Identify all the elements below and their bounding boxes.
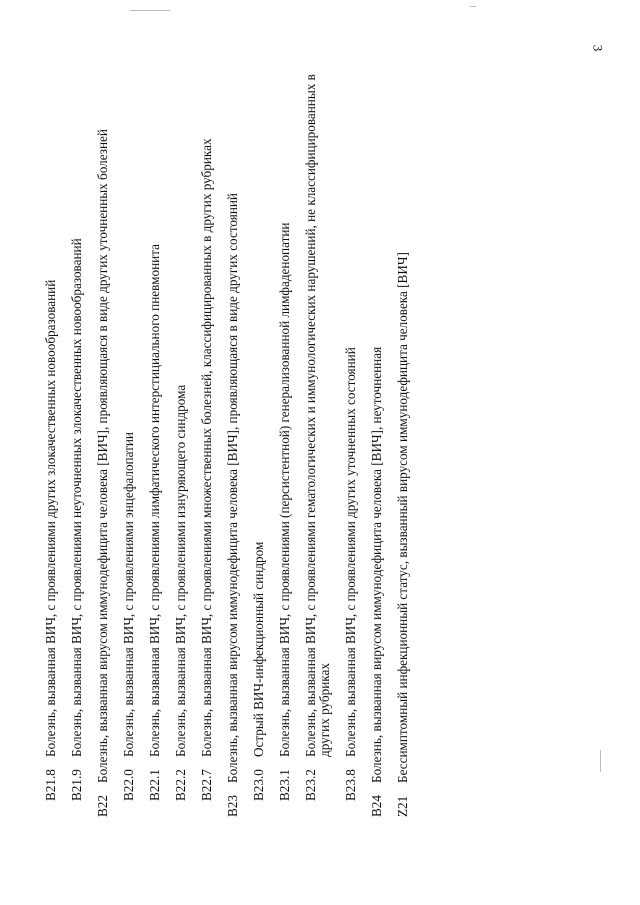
- page-number: 3: [590, 44, 606, 52]
- list-item: [38, 57, 64, 817]
- entry-text: Болезнь, вызванная вирусом иммунодефицита человека [ВИЧ], проявляющаяся в виде других состояний: [225, 193, 240, 783]
- entry-text: Болезнь, вызванная вирусом иммунодефицита человека [ВИЧ], неуточненная: [369, 346, 384, 783]
- entry-text: Болезнь, вызванная ВИЧ, с проявлениями других злокачественных новообразований: [43, 279, 58, 757]
- entry-code: B21.8: [43, 769, 58, 801]
- list-item: [246, 57, 272, 817]
- entry-text: Болезнь, вызванная ВИЧ, с проявлениями изнуряющего синдрома: [173, 384, 188, 757]
- list-item: [142, 57, 168, 817]
- list-item: [364, 57, 390, 817]
- entry-code: B23.2: [303, 769, 318, 801]
- entry-code: Z21: [395, 795, 410, 817]
- entry-code: B21.9: [69, 769, 84, 801]
- entry-code: B23.1: [277, 769, 292, 801]
- entry-text: Болезнь, вызванная ВИЧ, с проявлениями лимфатического интерстициального пневмонита: [147, 244, 162, 757]
- list-item: [194, 57, 220, 817]
- entry-code: B23.8: [343, 769, 358, 801]
- entry-code: B22.1: [147, 769, 162, 801]
- list-item: [90, 57, 116, 817]
- entry-text: Болезнь, вызванная вирусом иммунодефицита человека [ВИЧ], проявляющаяся в виде других уточненных болезней: [95, 129, 110, 783]
- list-item: [298, 57, 338, 817]
- entry-text: Болезнь, вызванная ВИЧ, с проявлениями энцефалопатии: [121, 432, 136, 757]
- list-item: [116, 57, 142, 817]
- entry-text: Болезнь, вызванная ВИЧ, с проявлениями гематологических и иммунологических нарушений, не классифицированных в других рубриках: [303, 74, 332, 757]
- entry-text: Болезнь, вызванная ВИЧ, с проявлениями неуточненных злокачественных новообразований: [69, 238, 84, 757]
- entry-text: Острый ВИЧ-инфекционный синдром: [251, 541, 266, 757]
- list-item: [272, 57, 298, 817]
- entry-code: B23: [225, 795, 240, 817]
- list-item: [390, 57, 416, 817]
- entry-code: B22.2: [173, 769, 188, 801]
- list-item: [338, 57, 364, 817]
- list-item: [64, 57, 90, 817]
- list-item: [220, 57, 246, 817]
- entry-code: B22.0: [121, 769, 136, 801]
- entry-code: B24: [369, 795, 384, 817]
- entry-text: Болезнь, вызванная ВИЧ, с проявлениями множественных болезней, классифицированных в других рубриках: [199, 138, 214, 757]
- entry-text: Болезнь, вызванная ВИЧ, с проявлениями других уточненных состояний: [343, 347, 358, 757]
- entry-code: B22.7: [199, 769, 214, 801]
- list-item: [168, 57, 194, 817]
- entry-text: Болезнь, вызванная ВИЧ, с проявлениями (персистентной) генерализованной лимфаденопатии: [277, 222, 292, 757]
- icd-code-list: [38, 57, 416, 817]
- entry-code: B23.0: [251, 769, 266, 801]
- entry-text: Бессимптомный инфекционный статус, вызванный вирусом иммунодефицита человека [ВИЧ]: [395, 252, 410, 783]
- entry-code: B22: [95, 795, 110, 817]
